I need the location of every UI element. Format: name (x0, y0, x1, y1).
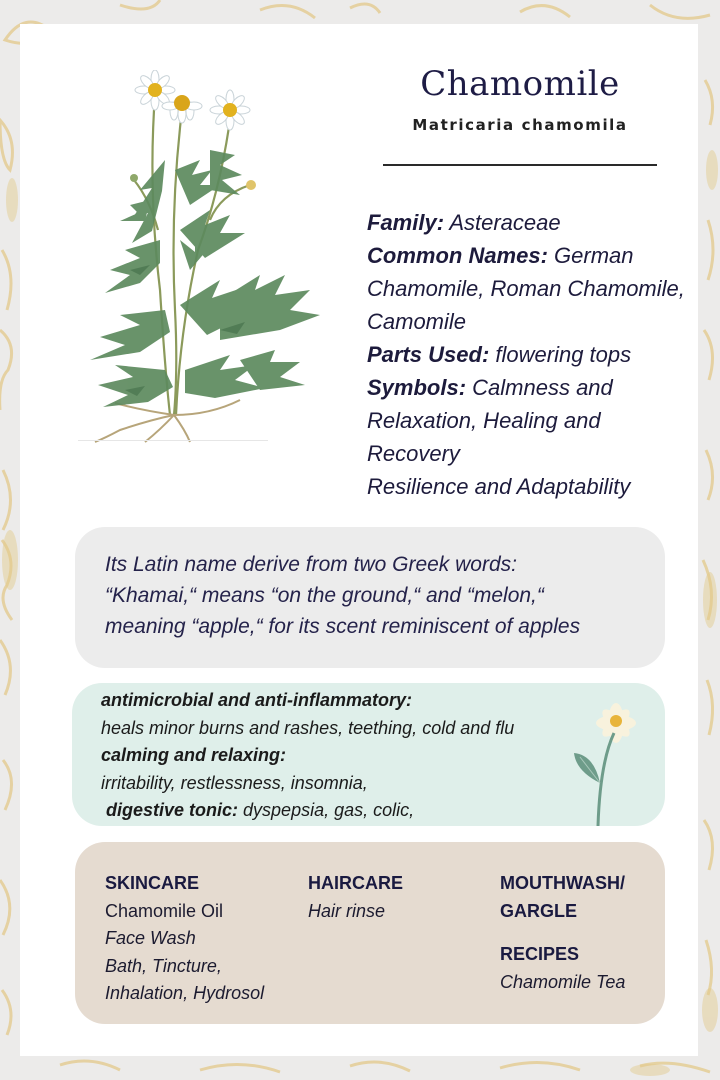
illustration-baseline (78, 440, 268, 441)
property-heading-calming: calming and relaxing: (101, 745, 287, 765)
mouthwash-heading-cont: GARGLE (500, 900, 578, 921)
fact-label: Parts Used: (367, 342, 490, 367)
property-heading-antimicrobial: antimicrobial and anti-inflammatory: (101, 690, 413, 710)
title-divider (383, 164, 657, 166)
haircare-heading: HAIRCARE (308, 873, 404, 893)
haircare-item: Hair rinse (308, 900, 386, 921)
daisy-sprout-icon (564, 693, 654, 828)
mouthwash-heading: MOUTHWASH/ (500, 873, 625, 893)
recipes-heading: RECIPES (500, 944, 580, 964)
uses-box (75, 842, 665, 1024)
etymology-text (105, 549, 665, 642)
fact-value: Calmness and Relaxation, Healing and Recovery (367, 375, 613, 466)
properties-list (101, 687, 611, 825)
fact-value: flowering tops (489, 342, 632, 367)
fact-value: Asteraceae (444, 210, 561, 235)
scientific-name: Matricaria chamomila (412, 116, 628, 134)
fact-family (367, 206, 687, 239)
fact-label: Common Names: (367, 243, 548, 268)
etymology-box (75, 527, 665, 668)
etymology-line: Its Latin name derive from two Greek words: (105, 553, 517, 576)
skincare-item: Chamomile Oil (105, 900, 224, 921)
properties-box (72, 683, 665, 826)
skincare-heading: SKINCARE (105, 873, 200, 893)
mouthwash-recipes-column (500, 870, 625, 996)
fact-label: Symbols: (367, 375, 467, 400)
etymology-line: meaning “apple,“ for its scent reminiscent of apples (105, 615, 581, 638)
haircare-column (308, 870, 403, 925)
chamomile-plant-illustration-icon (70, 70, 340, 445)
property-detail: heals minor burns and rashes, teething, cold and flu (101, 717, 515, 738)
title-block (380, 62, 660, 134)
property-digestive: digestive tonic: dyspepsia, gas, colic, (101, 800, 415, 820)
etymology-line: “Khamai,“ means “on the ground,“ and “melon,“ (105, 584, 544, 607)
page-title: Chamomile (420, 64, 620, 104)
skincare-item: Bath, Tincture, (105, 955, 222, 976)
recipes-item: Chamomile Tea (500, 971, 626, 992)
skincare-column (105, 870, 264, 1008)
skincare-item: Face Wash (105, 928, 196, 948)
fact-symbols (367, 371, 687, 470)
skincare-item: Inhalation, Hydrosol (105, 983, 265, 1003)
fact-parts-used (367, 338, 687, 371)
fact-value: German Chamomile, Roman Chamomile, Camomile (367, 243, 685, 334)
fact-symbols-extra: Resilience and Adaptability (367, 474, 631, 499)
plant-facts (367, 206, 687, 503)
spacer (500, 925, 625, 941)
fact-label: Family: (367, 210, 445, 235)
fact-common-names (367, 239, 687, 338)
property-detail: irritability, restlessness, insomnia, (101, 772, 368, 793)
